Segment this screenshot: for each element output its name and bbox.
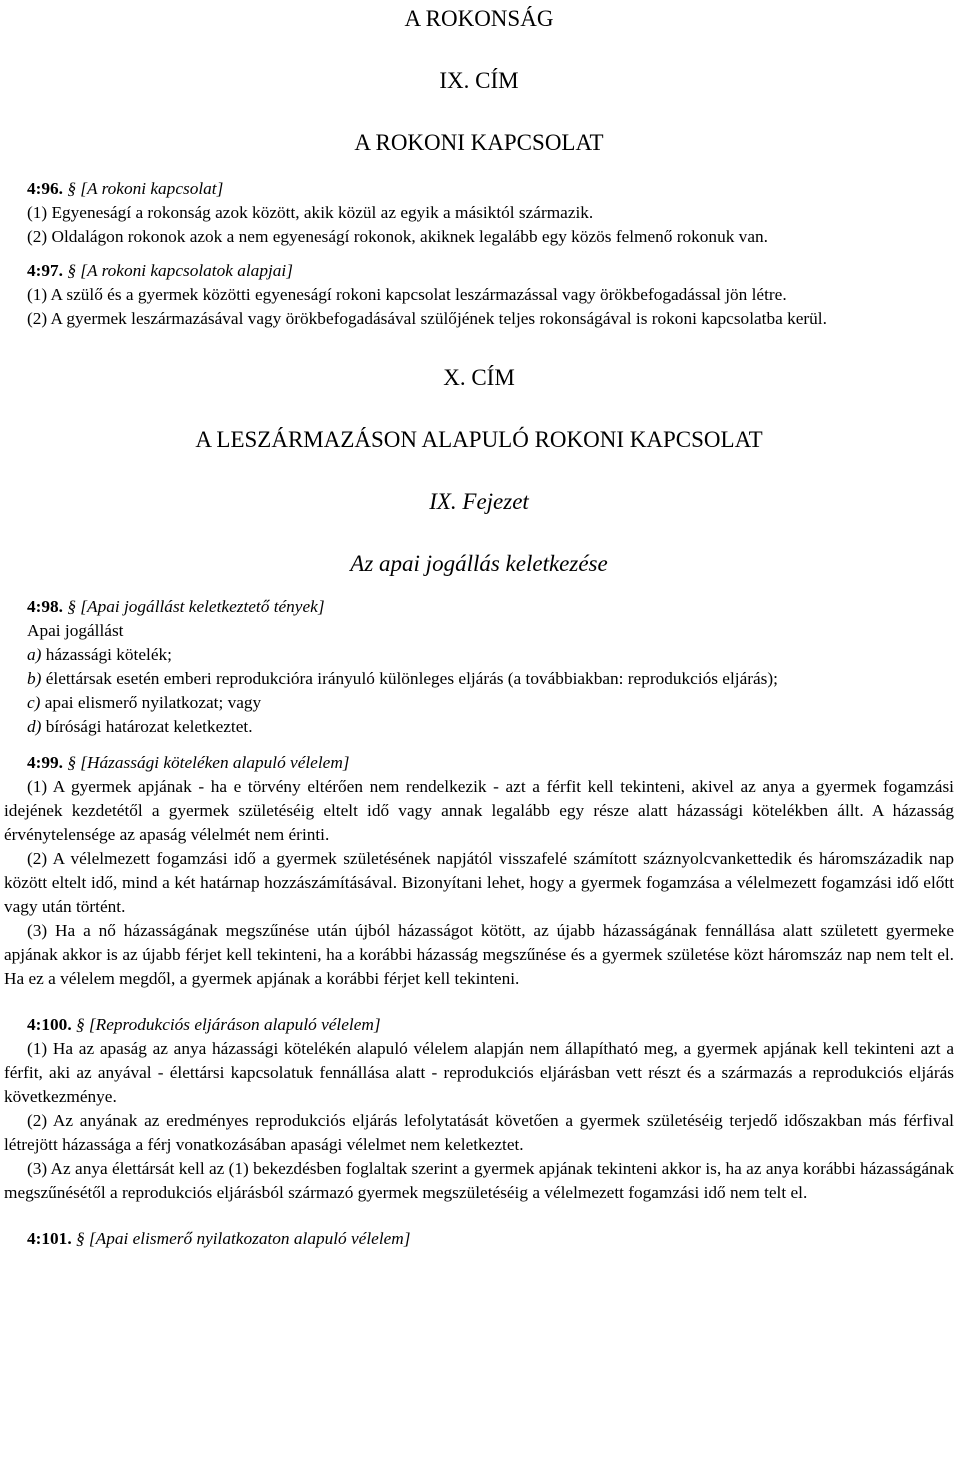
section-4-97-header [4, 259, 954, 283]
paragraph: (1) Ha az apaság az anya házassági kötelékén alapuló vélelem alapján nem állapítható meg, a gyermek apjának kell tekinteni azt a férfit, aki az anyával - élettársi kapcsolatuk fennállása alatt - reprodukciós eljárásban vett részt és a származás a reprodukciós eljárás következménye. [4, 1039, 954, 1106]
section-title: § [Házassági köteléken alapuló vélelem] [67, 753, 350, 772]
section-number: 4:99. [27, 753, 63, 772]
section-title: § [A rokoni kapcsolat] [67, 179, 224, 198]
paragraph: (3) Az anya élettársát kell az (1) bekezdésben foglaltak szerint a gyermek apjának tekinteni akkor is, ha az anya korábbi házasságának megszűnésétől a reprodukciós eljárásból származó gyermek megszületéséig a vélelmezett fogamzási idő nem telt el. [4, 1159, 954, 1202]
section-number: 4:101. [27, 1229, 72, 1248]
section-4-100-header [4, 1013, 954, 1037]
list-marker: a) [27, 645, 42, 664]
list-marker: c) [27, 693, 41, 712]
title-ix-heading: IX. CÍM [439, 68, 519, 93]
chapter-heading: IX. Fejezet [429, 489, 529, 514]
paragraph: (1) A szülő és a gyermek közötti egyeneságí rokoni kapcsolat leszármazással vagy örökbefogadással jön létre. [27, 285, 787, 304]
title-x-heading: X. CÍM [443, 365, 515, 390]
section-number: 4:96. [27, 179, 63, 198]
paragraph: (1) Egyeneságí a rokonság azok között, akik közül az egyik a másiktól származik. [27, 203, 594, 222]
paragraph: (2) A gyermek leszármazásával vagy örökbefogadásával szülőjének teljes rokonságával is rokoni kapcsolatba kerül. [27, 309, 827, 328]
chapter-subheading: Az apai jogállás keletkezése [350, 551, 608, 576]
section-4-96-header [4, 177, 954, 201]
list-marker: d) [27, 717, 42, 736]
section-4-101-header [4, 1227, 954, 1251]
paragraph: (2) A vélelmezett fogamzási idő a gyermek születésének napjától visszafelé számított száznyolcvankettedik és háromszázadik nap között eltelt idő, mind a két határnap hozzászámításával. Bizonyítani lehet, hogy a gyermek fogamzása a vélelmezett fogamzási idő előtt vagy után történt. [4, 849, 954, 916]
list-text: bírósági határozat keletkeztet. [41, 717, 253, 736]
section-number: 4:97. [27, 261, 63, 280]
section-title: § [Reprodukciós eljáráson alapuló vélelem] [75, 1015, 381, 1034]
paragraph: Apai jogállást [27, 621, 124, 640]
paragraph: (3) Ha a nő házasságának megszűnése után újból házasságot kötött, az újabb házasságának fennállása alatt született gyermeke apjának akkor is az újabb férjet kell tekinteni, ha a korábbi házasság megszűnése és a gyermek születése közt háromszáz nap nem telt el. Ha ez a vélelem megdől, a gyermek apjának a korábbi férjet kell tekinteni. [4, 921, 954, 988]
list-text: házassági kötelék; [41, 645, 172, 664]
list-item [4, 643, 954, 667]
section-number: 4:100. [27, 1015, 72, 1034]
section-title: § [Apai elismerő nyilatkozaton alapuló vélelem] [75, 1229, 411, 1248]
list-item [4, 715, 954, 739]
list-text: apai elismerő nyilatkozat; vagy [40, 693, 262, 712]
section-title: § [Apai jogállást keletkeztető tények] [67, 597, 325, 616]
section-4-99-header [4, 751, 954, 775]
list-marker: b) [27, 669, 42, 688]
section-4-98-header [4, 595, 954, 619]
list-item [4, 691, 954, 715]
title-ix-subheading: A ROKONI KAPCSOLAT [354, 130, 604, 155]
title-x-subheading: A LESZÁRMAZÁSON ALAPULÓ ROKONI KAPCSOLAT [195, 427, 763, 452]
section-title: § [A rokoni kapcsolatok alapjai] [67, 261, 293, 280]
paragraph: (2) Az anyának az eredményes reprodukciós eljárás lefolytatását követően a gyermek születéséig terjedő időszakban más férfival létrejött házassága a férj vonatkozásában apasági vélelmet nem keletkeztet. [4, 1111, 954, 1154]
list-text: élettársak esetén emberi reprodukcióra irányuló különleges eljárás (a továbbiakban: reprodukciós eljárás); [41, 669, 778, 688]
paragraph: (1) A gyermek apjának - ha e törvény eltérően nem rendelkezik - azt a férfit kell tekinteni, akivel az anya a gyermek fogamzási idejének kezdetétől a gyermek születéséig eltelt idő vagy annak legalább egy része alatt házassági kötelékben állt. A házasság érvénytelensége az apaság vélelmét nem érinti. [4, 777, 954, 844]
list-item [4, 667, 954, 691]
main-heading: A ROKONSÁG [404, 6, 554, 31]
section-number: 4:98. [27, 597, 63, 616]
paragraph: (2) Oldalágon rokonok azok a nem egyeneságí rokonok, akiknek legalább egy közös felmenő rokonuk van. [27, 227, 768, 246]
